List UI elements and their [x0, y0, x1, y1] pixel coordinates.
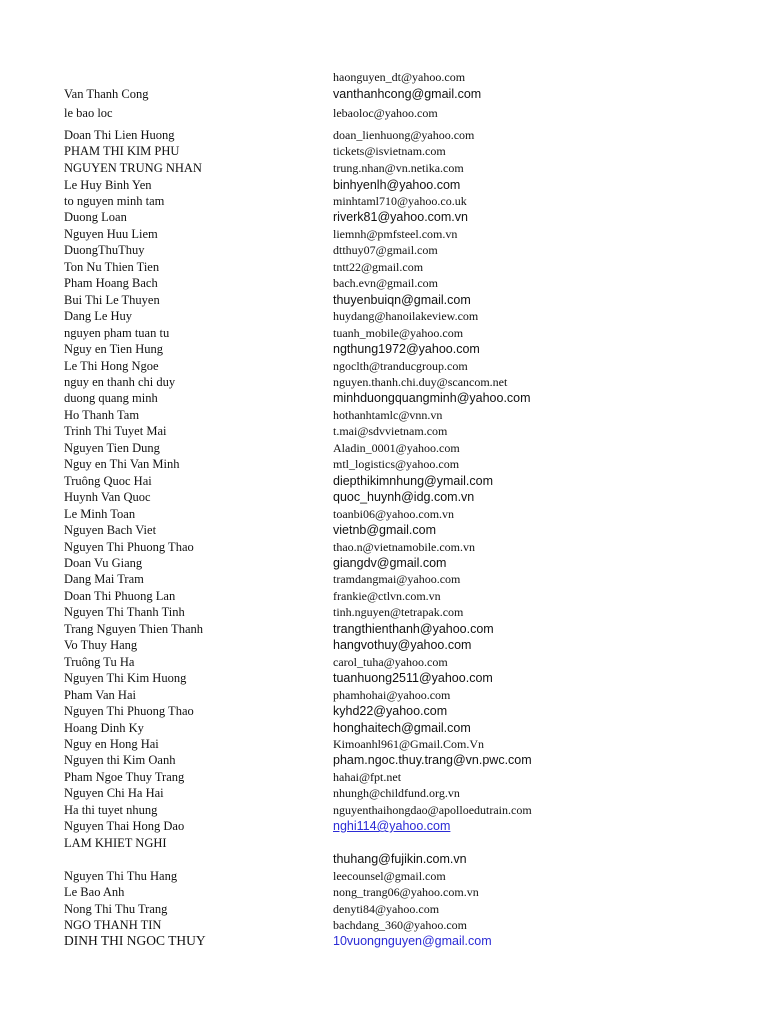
contact-email: tinh.nguyen@tetrapak.com	[333, 605, 464, 619]
contact-email: tickets@isvietnam.com	[333, 144, 446, 158]
contact-name: Nguyen thi Kim Oanh	[64, 753, 176, 767]
contact-name: Nguyen Thai Hong Dao	[64, 819, 185, 833]
contact-row	[0, 422, 768, 440]
contact-email: t.mai@sdvvietnam.com	[333, 424, 448, 438]
contact-email: ngthung1972@yahoo.com	[333, 342, 480, 356]
contact-name: Doan Thi Lien Huong	[64, 128, 175, 142]
contact-email: minhduongquangminh@yahoo.com	[333, 391, 531, 405]
contact-name: NGO THANH TIN	[64, 918, 162, 932]
contact-email: nong_trang06@yahoo.com.vn	[333, 885, 479, 899]
contact-email: honghaitech@gmail.com	[333, 721, 471, 735]
contact-row	[0, 850, 768, 868]
contact-email: riverk81@yahoo.com.vn	[333, 210, 468, 224]
contact-email: haonguyen_dt@yahoo.com	[333, 70, 466, 84]
contact-name: Ha thi tuyet nhung	[64, 803, 158, 817]
contact-email: binhyenlh@yahoo.com	[333, 178, 461, 192]
contact-row	[0, 241, 768, 259]
contact-name: Nguy en Hong Hai	[64, 737, 159, 751]
contact-email: frankie@ctlvn.com.vn	[333, 589, 441, 603]
contact-email: bachdang_360@yahoo.com	[333, 918, 468, 932]
contact-name: Truông Tu Ha	[64, 655, 135, 669]
contact-name: Nong Thi Thu Trang	[64, 902, 168, 916]
contact-email: thao.n@vietnamobile.com.vn	[333, 540, 476, 554]
contact-row	[0, 784, 768, 802]
contact-email: trangthienthanh@yahoo.com	[333, 622, 494, 636]
contact-email: vietnb@gmail.com	[333, 523, 437, 537]
contact-row	[0, 669, 768, 687]
contact-name: DuongThuThuy	[64, 243, 145, 257]
contact-email: lebaoloc@yahoo.com	[333, 106, 438, 120]
contact-name: Le Minh Toan	[64, 507, 136, 521]
contact-email: tntt22@gmail.com	[333, 260, 424, 274]
contact-name: Nguyen Chi Ha Hai	[64, 786, 164, 800]
contact-row	[0, 883, 768, 901]
contact-email: doan_lienhuong@yahoo.com	[333, 128, 475, 142]
contact-row	[0, 636, 768, 654]
contact-row	[0, 85, 768, 103]
contact-row	[0, 702, 768, 720]
contact-name: Nguyen Huu Liem	[64, 227, 158, 241]
contact-name: Pham Ngoe Thuy Trang	[64, 770, 185, 784]
contact-name: Nguyen Thi Thanh Tinh	[64, 605, 185, 619]
contact-email: hothanhtamlc@vnn.vn	[333, 408, 443, 422]
contact-email: vanthanhcong@gmail.com	[333, 87, 482, 101]
contact-row	[0, 307, 768, 325]
contact-name: Doan Vu Giang	[64, 556, 143, 570]
contact-name: Ho Thanh Tam	[64, 408, 140, 422]
contact-name: Nguyen Bach Viet	[64, 523, 157, 537]
contact-name: Le Bao Anh	[64, 885, 125, 899]
contact-email: trung.nhan@vn.netika.com	[333, 161, 464, 175]
contact-email: thuyenbuiqn@gmail.com	[333, 293, 471, 307]
contact-name: Doan Thi Phuong Lan	[64, 589, 176, 603]
contact-name: LAM KHIET NGHI	[64, 836, 167, 850]
contact-name: Trang Nguyen Thien Thanh	[64, 622, 203, 636]
contact-email: nhungh@childfund.org.vn	[333, 786, 460, 800]
contact-email: mtl_logistics@yahoo.com	[333, 457, 460, 471]
contact-name: Huynh Van Quoc	[64, 490, 151, 504]
contact-email: leecounsel@gmail.com	[333, 869, 446, 883]
contact-name: Nguyen Tien Dung	[64, 441, 160, 455]
contact-name: Le Huy Binh Yen	[64, 178, 152, 192]
contact-name: nguy en thanh chi duy	[64, 375, 176, 389]
contact-email: tramdangmai@yahoo.com	[333, 572, 461, 586]
contact-row	[0, 570, 768, 588]
contact-name: Pham Hoang Bach	[64, 276, 158, 290]
contact-row	[0, 274, 768, 292]
contact-row	[0, 488, 768, 506]
contact-name: Truông Quoc Hai	[64, 474, 152, 488]
contact-name: Ton Nu Thien Tien	[64, 260, 160, 274]
contact-name: Nguyen Thi Phuong Thao	[64, 704, 194, 718]
contact-row	[0, 389, 768, 407]
contact-email: bach.evn@gmail.com	[333, 276, 439, 290]
contact-name: Trinh Thi Tuyet Mai	[64, 424, 167, 438]
contact-row	[0, 603, 768, 621]
contact-name: Nguyen Thi Kim Huong	[64, 671, 187, 685]
contact-name: Nguyen Thi Phuong Thao	[64, 540, 194, 554]
contact-email: hahai@fpt.net	[333, 770, 402, 784]
contact-name: Duong Loan	[64, 210, 127, 224]
contact-name: Nguyen Thi Thu Hang	[64, 869, 178, 883]
contact-name: PHAM THI KIM PHU	[64, 144, 180, 158]
contact-name: Nguy en Tien Hung	[64, 342, 163, 356]
contact-name: nguyen pham tuan tu	[64, 326, 170, 340]
contact-email: diepthikimnhung@ymail.com	[333, 474, 493, 488]
email-link[interactable]: nghi114@yahoo.com	[333, 819, 451, 833]
contact-row	[0, 68, 768, 86]
contact-row	[0, 751, 768, 769]
contact-name: Bui Thi Le Thuyen	[64, 293, 160, 307]
contact-email: minhtaml710@yahoo.co.uk	[333, 194, 467, 208]
contact-row	[0, 142, 768, 160]
contact-row	[0, 159, 768, 177]
contact-email: thuhang@fujikin.com.vn	[333, 852, 467, 866]
contact-email: huydang@hanoilakeview.com	[333, 309, 479, 323]
contact-email: pham.ngoc.thuy.trang@vn.pwc.com	[333, 753, 532, 767]
contact-name: Dang Le Huy	[64, 309, 133, 323]
contact-email: quoc_huynh@idg.com.vn	[333, 490, 475, 504]
contact-name: Pham Van Hai	[64, 688, 136, 702]
contact-email: liemnh@pmfsteel.com.vn	[333, 227, 458, 241]
contact-email: Aladin_0001@yahoo.com	[333, 441, 460, 455]
contact-name: duong quang minh	[64, 391, 158, 405]
contact-name: NGUYEN TRUNG NHAN	[64, 161, 202, 175]
contact-name: DINH THI NGOC THUY	[64, 933, 206, 948]
contact-row	[0, 521, 768, 539]
contact-name: Dang Mai Tram	[64, 572, 144, 586]
email-link[interactable]: 10vuongnguyen@gmail.com	[333, 934, 492, 948]
contact-name: Van Thanh Cong	[64, 87, 149, 101]
contact-name: le bao loc	[64, 106, 113, 120]
contact-email: ngoclth@tranducgroup.com	[333, 359, 468, 373]
contact-email: toanbi06@yahoo.com.vn	[333, 507, 455, 521]
contact-email: giangdv@gmail.com	[333, 556, 447, 570]
contact-name: Le Thi Hong Ngoe	[64, 359, 159, 373]
contact-name: Nguy en Thi Van Minh	[64, 457, 180, 471]
contact-name: Hoang Dinh Ky	[64, 721, 144, 735]
contact-email: nguyen.thanh.chi.duy@scancom.net	[333, 375, 508, 389]
contact-row	[0, 455, 768, 473]
contact-email: dtthuy07@gmail.com	[333, 243, 438, 257]
contact-row	[0, 340, 768, 358]
contact-name: Vo Thuy Hang	[64, 638, 138, 652]
contact-email: kyhd22@yahoo.com	[333, 704, 448, 718]
contact-email: tuanhuong2511@yahoo.com	[333, 671, 493, 685]
contact-row	[0, 932, 768, 950]
contact-email: carol_tuha@yahoo.com	[333, 655, 448, 669]
contact-email: tuanh_mobile@yahoo.com	[333, 326, 464, 340]
contact-email: denyti84@yahoo.com	[333, 902, 440, 916]
contact-email: phamhohai@yahoo.com	[333, 688, 451, 702]
contact-email: nguyenthaihongdao@apolloedutrain.com	[333, 803, 532, 817]
contact-name: to nguyen minh tam	[64, 194, 165, 208]
contact-email: hangvothuy@yahoo.com	[333, 638, 472, 652]
contact-row	[0, 104, 768, 122]
contact-email: Kimoanhl961@Gmail.Com.Vn	[333, 737, 485, 751]
contact-row	[0, 817, 768, 835]
contact-row	[0, 208, 768, 226]
